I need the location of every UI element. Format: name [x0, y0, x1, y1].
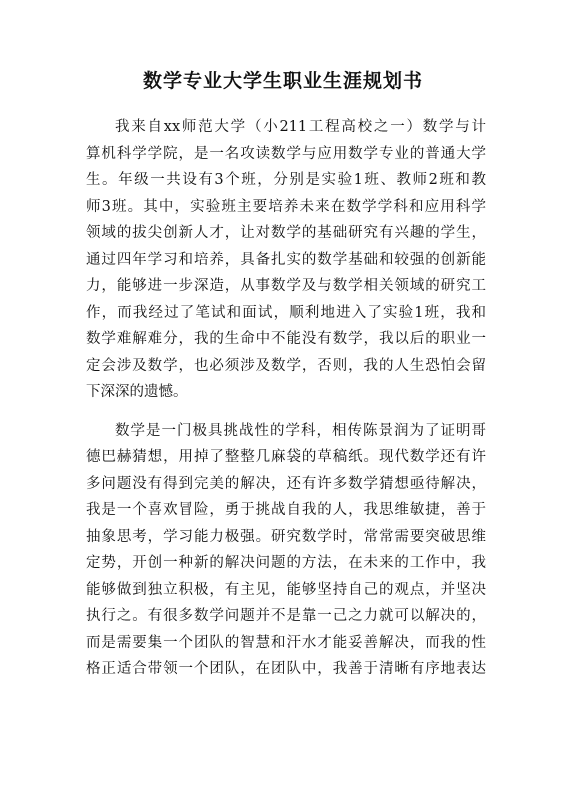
- paragraph-line: 数学是一门极具挑战性的学科，相传陈景润为了证明哥: [115, 422, 486, 439]
- paragraph-line: 师3班。其中，实验班主要培养未来在数学学科和应用科学: [86, 198, 486, 215]
- paragraph-line: 定势，开创一种新的解决问题的方法，在未来的工作中，我: [86, 555, 486, 571]
- document-title: 数学专业大学生职业生涯规划书: [142, 70, 423, 92]
- paragraph-line: 通过四年学习和培养，具备扎实的数学基础和较强的创新能: [86, 251, 486, 268]
- paragraph-line: 生。年级一共设有3个班，分别是实验1班、教师2班和教: [86, 172, 486, 188]
- document-body: [86, 114, 486, 695]
- paragraph-line: 德巴赫猜想，用掉了整整几麻袋的草稿纸。现代数学还有许: [86, 449, 486, 465]
- paragraph-line: 我是一个喜欢冒险，勇于挑战自我的人，我思维敏捷，善于: [86, 502, 486, 518]
- paragraph-line: 定会涉及数学，也必须涉及数学，否则，我的人生恐怕会留: [86, 357, 486, 374]
- paragraph-line: 作，而我经过了笔试和面试，顺利地进入了实验1班，我和: [86, 304, 486, 321]
- paragraph-line: 算机科学学院，是一名攻读数学与应用数学专业的普通大学: [86, 145, 486, 162]
- paragraph-line: 而是需要集一个团队的智慧和汗水才能妥善解决，而我的性: [86, 634, 486, 651]
- paragraph-line: 抽象思考，学习能力极强。研究数学时，常常需要突破思维: [86, 528, 486, 545]
- paragraph-line: 多问题没有得到完美的解决，还有许多数学猜想亟待解决，: [86, 475, 486, 492]
- paragraph-line: 能够做到独立积极，有主见，能够坚持自己的观点，并坚决: [86, 581, 486, 598]
- paragraph-line: 力，能够进一步深造，从事数学及与数学相关领域的研究工: [86, 278, 486, 294]
- paragraph-line: 我来自xx师范大学（小211工程高校之一）数学与计: [115, 119, 486, 135]
- paragraph-line: 执行之。有很多数学问题并不是靠一己之力就可以解决的，: [86, 608, 486, 624]
- paragraph-1: [86, 114, 486, 406]
- paragraph-2: [86, 418, 486, 683]
- paragraph-line: 数学难解难分，我的生命中不能没有数学，我以后的职业一: [86, 331, 486, 347]
- paragraph-line: 领域的拔尖创新人才，让对数学的基础研究有兴趣的学生，: [86, 225, 486, 241]
- paragraph-line: 下深深的遗憾。: [86, 384, 188, 400]
- paragraph-line: 格正适合带领一个团队，在团队中，我善于清晰有序地表达: [86, 661, 486, 677]
